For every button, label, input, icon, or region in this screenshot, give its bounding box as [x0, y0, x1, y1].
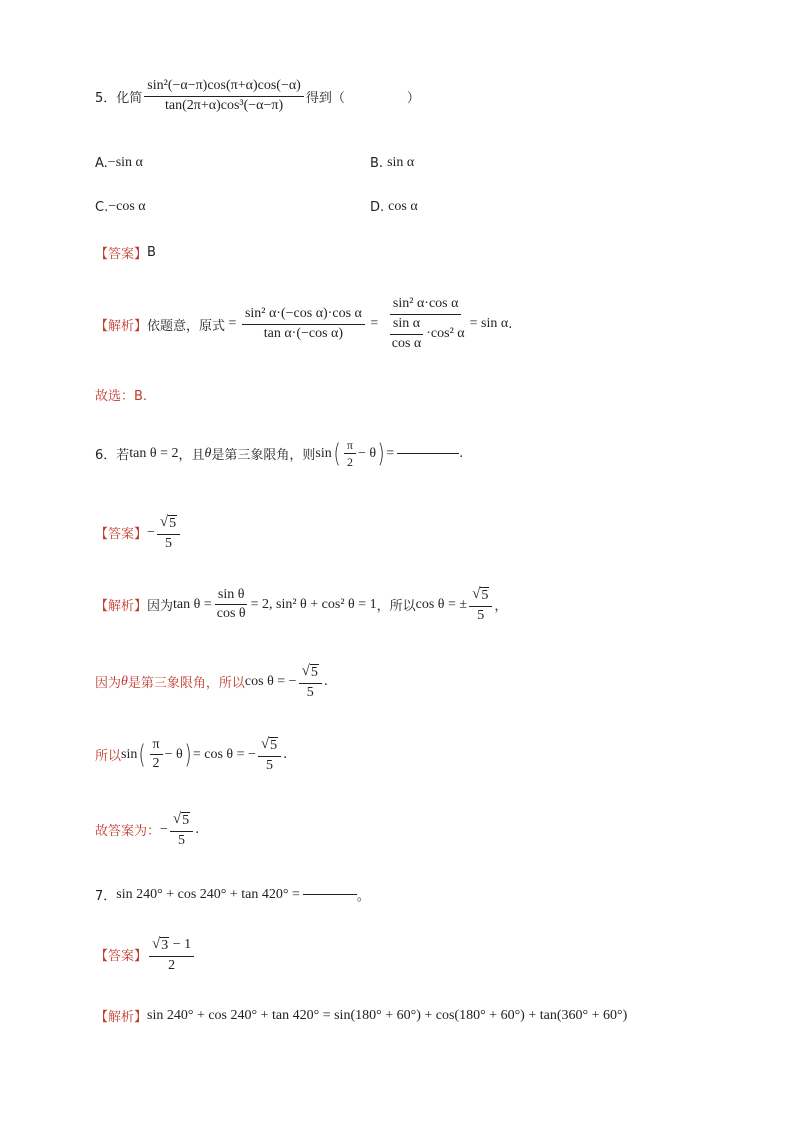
option-b: B. sin α: [370, 155, 415, 171]
q6-analysis: 【解析】 因为 tan θ = $\frac{\text{sin θ}}{\text{cos θ}}$ = 2, sin² θ + cos² θ = 1 ，所以 cos θ = ± √ 5 5 ，: [95, 586, 508, 623]
q5-close-paren: ）: [406, 90, 420, 106]
option-c: C. −cos α: [95, 199, 146, 215]
q5-step1-fraction: $\frac{\text{sin² α·(−cos α)·cos α}}{\text{tan α·(−cos α)}}$: [242, 306, 365, 343]
q5-suffix: 得到（: [305, 90, 345, 106]
q5-denominator: tan(2π+α)cos³(−α−π): [165, 97, 284, 113]
option-d: D. cos α: [370, 199, 418, 215]
q6-answer: 【答案】 − √ 5 5: [95, 513, 182, 553]
answer-value: B: [147, 245, 156, 260]
q6-line3: 所以 sin ( $\frac{\pi}{2}$ − θ ) = cos θ = − √ 5 5 .: [95, 736, 288, 773]
q7-question: 7． sin 240° + cos 240° + tan 420° = 。: [95, 886, 370, 904]
answer-tag: 【答案】: [95, 247, 148, 262]
q6-pi-over-2: $\frac{\pi}{2}$: [344, 438, 356, 470]
option-d-value: cos α: [388, 199, 418, 214]
q6-line2: 因为 θ 是第三象限角，所以 cos θ = − √ 5 5 .: [95, 663, 328, 700]
answer-blank: [397, 453, 459, 454]
q7-answer: 【答案】 √ 3 − 1 2: [95, 935, 196, 975]
q5-numerator: sin²(−α−π)cos(π+α)cos(−α): [144, 78, 304, 97]
option-c-value: −cos α: [108, 199, 146, 214]
option-a-value: −sin α: [107, 155, 143, 170]
answer-blank: [303, 894, 357, 895]
q6-question: 6．若 tan θ = 2 ，且 θ 是第三象限角，则 sin ( $\frac{\pi}{2}$ − θ ) = .: [95, 438, 464, 470]
q5-step2-fraction: sin² α·cos α $\frac{\text{sin α}}{\text{cos α}}$ ·cos² α: [391, 296, 465, 351]
q5-analysis: 【解析】 依题意，原式 = $\frac{\text{sin² α·(−cos α)·cos α}}{\text{tan α·(−cos α)}}$ = sin² α·cos α $\frac{\text{sin α}}{\text{cos α}}$ ·cos² α = sin α .: [95, 296, 513, 351]
q5-choice: 故选：B.: [95, 389, 148, 404]
option-a: A. −sin α: [95, 155, 143, 171]
q5-question: [95, 78, 420, 115]
q6-final: 故答案为： − √ 5 5 .: [95, 811, 200, 848]
option-b-value: sin α: [387, 155, 415, 170]
q5-answer: [95, 243, 156, 262]
q5-prefix: 5．化简: [95, 90, 143, 106]
q7-analysis: 【解析】 sin 240° + cos 240° + tan 420° = sin(180° + 60°) + cos(180° + 60°) + tan(360° + 60°): [95, 1007, 628, 1025]
analysis-tag: 【解析】: [95, 318, 148, 334]
q5-fraction: [144, 78, 304, 115]
